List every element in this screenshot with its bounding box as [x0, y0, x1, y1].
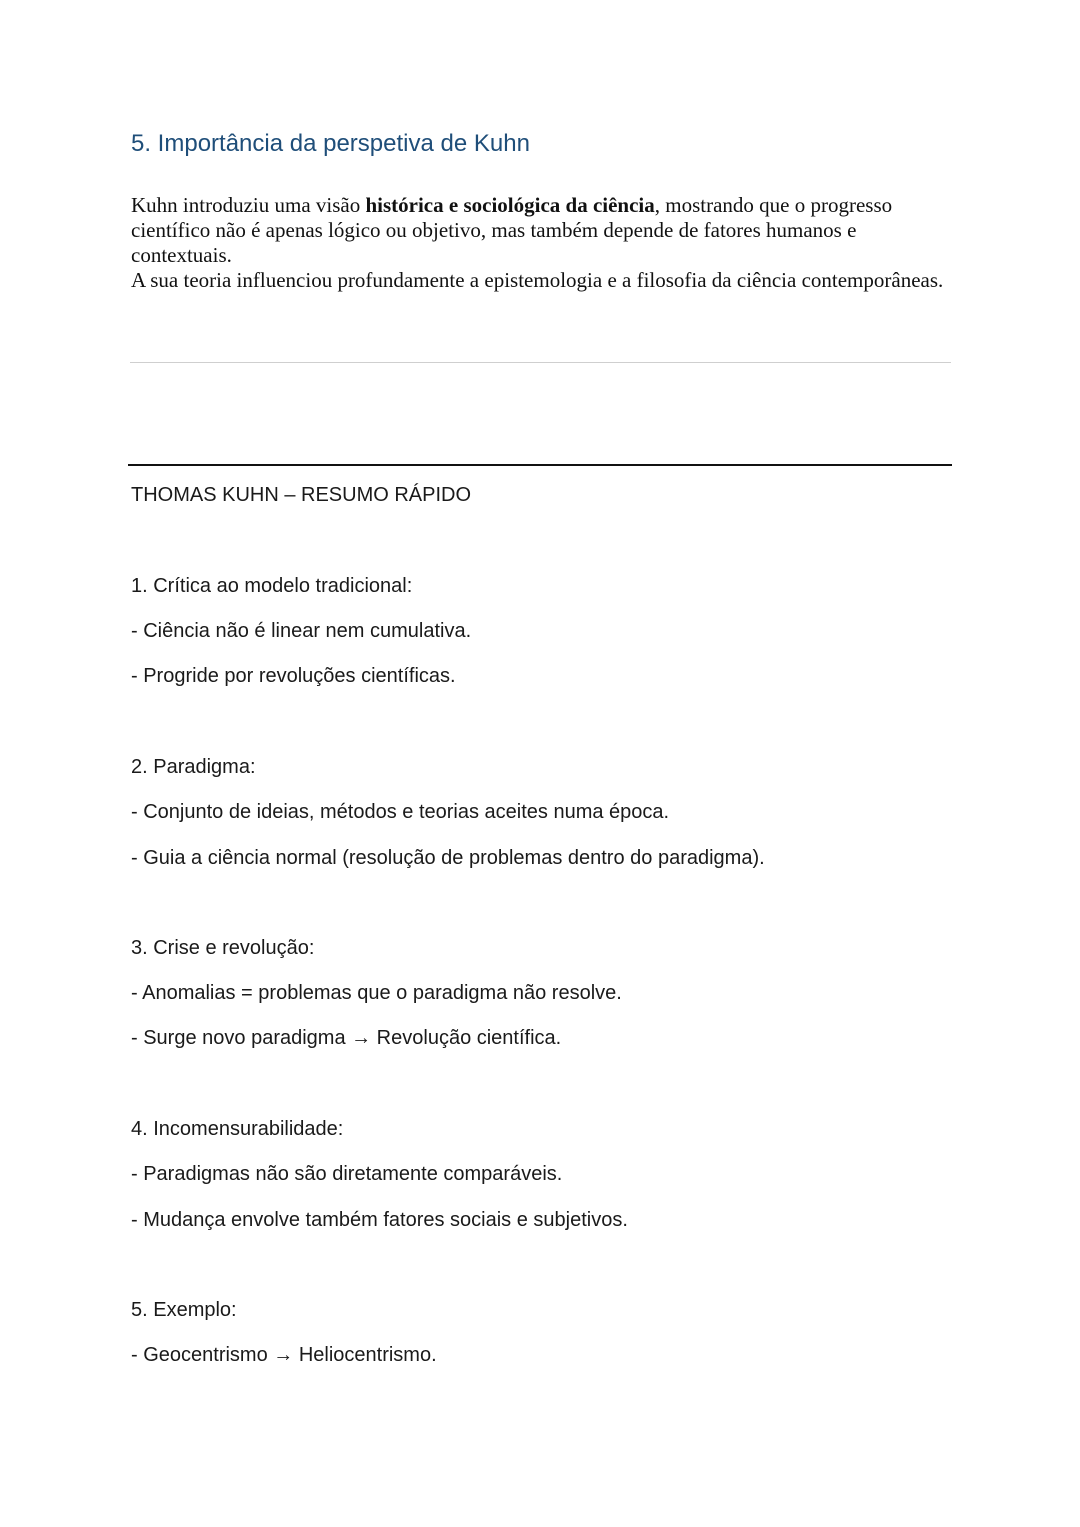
divider-light — [130, 362, 951, 363]
summary-list-item: - Ciência não é linear nem cumulativa. — [131, 620, 472, 642]
summary-list-item: - Geocentrismo → Heliocentrismo. — [131, 1344, 437, 1366]
summary-section-heading: 5. Exemplo: — [131, 1299, 237, 1321]
summary-section-heading: 3. Crise e revolução: — [131, 937, 315, 959]
section-heading: 5. Importância da perspetiva de Kuhn — [131, 130, 530, 157]
summary-list-item: - Conjunto de ideias, métodos e teorias aceites numa época. — [131, 801, 670, 823]
summary-list-item: - Anomalias = problemas que o paradigma não resolve. — [131, 982, 622, 1004]
paragraph-intro-bold: histórica e sociológica da ciência — [365, 193, 655, 217]
paragraph-influence: A sua teoria influenciou profundamente a epistemologia e a filosofia da ciência contemporâneas. — [131, 268, 944, 292]
summary-section-heading: 1. Crítica ao modelo tradicional: — [131, 575, 413, 597]
summary-list-item: - Surge novo paradigma → Revolução científica. — [131, 1027, 562, 1049]
section-body — [131, 193, 951, 293]
divider-dark — [128, 464, 952, 466]
paragraph-intro-end: , mostrando que o progresso científico não é apenas lógico ou objetivo, mas também depende de fatores humanos e contextuais. — [131, 193, 893, 267]
summary-list-item: - Progride por revoluções científicas. — [131, 665, 456, 687]
summary-list-item: - Mudança envolve também fatores sociais e subjetivos. — [131, 1209, 628, 1231]
summary-title: THOMAS KUHN – RESUMO RÁPIDO — [131, 484, 472, 506]
summary-section-heading: 2. Paradigma: — [131, 756, 256, 778]
paragraph-intro-start: Kuhn introduziu uma visão — [131, 193, 366, 217]
summary-list-item: - Guia a ciência normal (resolução de problemas dentro do paradigma). — [131, 847, 765, 869]
paragraph-intro — [131, 193, 951, 268]
summary-list-item: - Paradigmas não são diretamente comparáveis. — [131, 1163, 563, 1185]
summary-section-heading: 4. Incomensurabilidade: — [131, 1118, 344, 1140]
